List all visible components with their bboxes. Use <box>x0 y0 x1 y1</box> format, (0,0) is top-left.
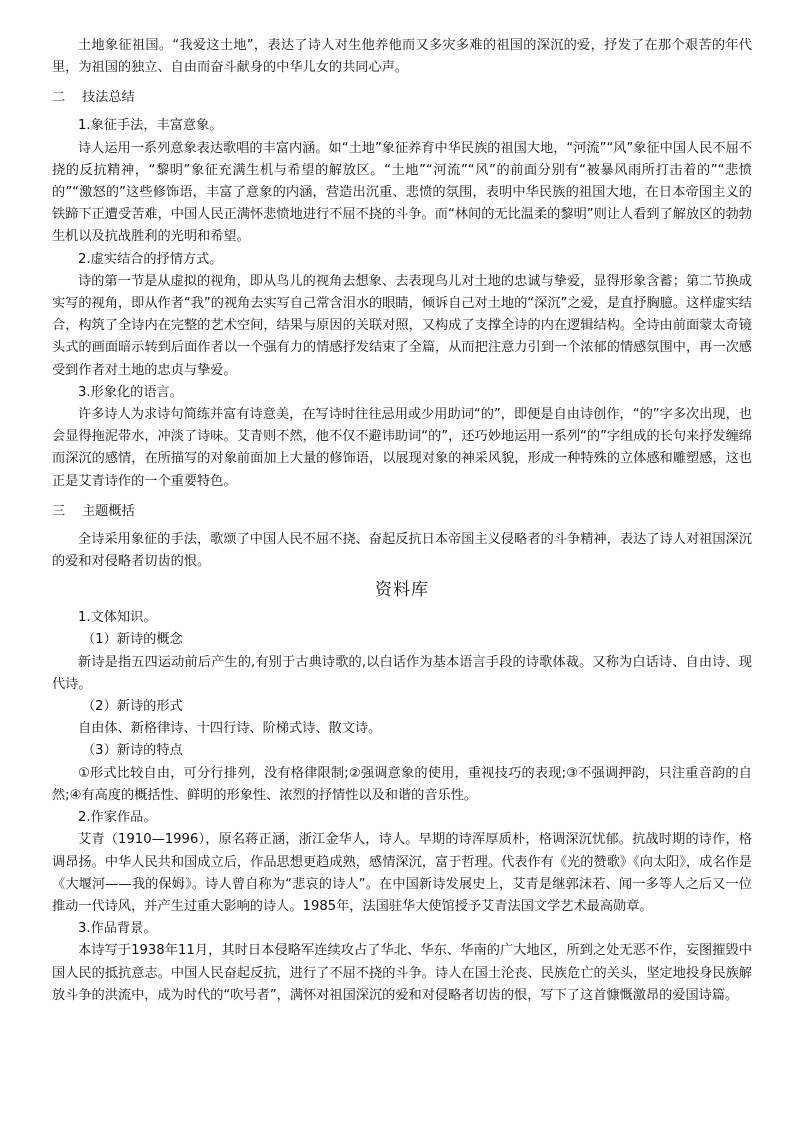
section-title: 主题概括 <box>82 503 135 519</box>
intro-paragraph: 土地象征祖国。“我爱这土地”，表达了诗人对生他养他而又多灾多难的祖国的深沉的爱，抒发了在那个艰苦的年代里，为祖国的独立、自由而奋斗献身的中华儿女的共同心声。 <box>52 38 752 76</box>
section-heading-theme <box>52 501 752 523</box>
library-item-2-body: 艾青（1910—1996），原名蒋正涵，浙江金华人，诗人。早期的诗浑厚质朴，格调深沉忧郁。抗战时期的诗作，格调昂扬。中华人民共和国成立后，作品思想更趋成熟，感情深沉，富于哲理。代表作有《光的赞歌》《向太阳》，成名作是《大堰河——我的保姆》。诗人曾自称为“悲哀的诗人”。在中国新诗发展史上，艾青是继郭沫若、闻一多等人之后又一位推动一代诗风，并产生过重大影响的诗人。1985年，法国驻华大使馆授予艾青法国文学艺术最高勋章。 <box>52 832 752 914</box>
library-item-3-body: 本诗写于1938年11月，其时日本侵略军连续攻占了华北、华东、华南的广大地区，所到之处无恶不作，妄图摧毁中国人民的抵抗意志。中国人民奋起反抗，进行了不屈不挠的斗争。诗人在国土沦丧、民族危亡的关头，坚定地投身民族解放斗争的洪流中，成为时代的“吹号者”，满怀对祖国深沉的爱和对侵略者切齿的恨，写下了这首慷慨激昂的爱国诗篇。 <box>52 943 752 1003</box>
technique-3-title: 3.形象化的语言。 <box>78 384 183 400</box>
section-heading-techniques <box>52 87 752 109</box>
document-page <box>52 35 752 1007</box>
technique-1-body: 诗人运用一系列意象表达歌唱的丰富内涵。如“土地”象征养育中华民族的祖国大地，“河流”“风”象征中国人民不屈不挠的反抗精神，“黎明”象征充满生机与希望的解放区。“土地”“河流”“风”的前面分别有“被暴风雨所打击着的”“悲愤的”“激怒的”这些修饰语，丰富了意象的内涵，营造出沉重、悲愤的氛围，表明中华民族的祖国大地，在日本帝国主义的铁蹄下正遭受苦难，中国人民正满怀悲愤地进行不屈不挠的斗争。而“林间的无比温柔的黎明”则让人看到了解放区的勃勃生机以及抗战胜利的光明和希望。 <box>52 140 752 245</box>
library-item-1-title: 1.文体知识。 <box>78 610 157 626</box>
library-sub-1-body: 新诗是指五四运动前后产生的,有别于古典诗歌的,以白话作为基本语言手段的诗歌体裁。又称为白话诗、自由诗、现代诗。 <box>52 654 752 692</box>
technique-2-title: 2.虚实结合的抒情方式。 <box>78 251 223 267</box>
library-sub-3-body: ①形式比较自由，可分行排列，没有格律限制;②强调意象的使用，重视技巧的表现;③不强调押韵，只注重音韵的自然;④有高度的概括性、鲜明的形象性、浓烈的抒情性以及和谐的音乐性。 <box>52 765 752 803</box>
library-sub-3-title: （3）新诗的特点 <box>82 743 183 759</box>
technique-2-body: 诗的第一节是从虚拟的视角，即从鸟儿的视角去想象、去表现鸟儿对土地的忠诚与挚爱，显得形象含蓄；第二节换成实写的视角，即从作者“我”的视角去实写自己常含泪水的眼睛，倾诉自己对土地的“深沉”之爱，是直抒胸臆。这样虚实结合，构筑了全诗内在完整的艺术空间，结果与原因的关联对照，又构成了支撑全诗的内在逻辑结构。全诗由前面蒙太奇镜头式的画面暗示转到后面作者以一个强有力的情感抒发结束了全篇，从而把注意力引到一个浓郁的情感氛围中，再一次感受到作者对土地的忠贞与挚爱。 <box>52 273 752 378</box>
section-number: 三 <box>52 503 66 519</box>
theme-body: 全诗采用象征的手法，歌颂了中国人民不屈不挠、奋起反抗日本帝国主义侵略者的斗争精神，表达了诗人对祖国深沉的爱和对侵略者切齿的恨。 <box>52 531 752 570</box>
section-number: 二 <box>52 90 66 106</box>
technique-1-title: 1.象征手法，丰富意象。 <box>78 118 223 134</box>
library-sub-1-title: （1）新诗的概念 <box>82 632 183 648</box>
library-sub-2-title: （2）新诗的形式 <box>82 699 183 715</box>
technique-3-body: 许多诗人为求诗句简练并富有诗意美，在写诗时往往忌用或少用助词“的”，即便是自由诗创作，“的”字多次出现，也会显得拖泥带水，冲淡了诗味。艾青则不然，他不仅不避讳助词“的”，还巧妙地运用一系列“的”字组成的长句来抒发缠绵而深沉的感情，在所描写的对象前面加上大量的修饰语，以展现对象的神采风貌，形成一种特殊的立体感和雕塑感，这也正是艾青诗作的一个重要特色。 <box>52 407 752 489</box>
library-sub-2-body: 自由体、新格律诗、十四行诗、阶梯式诗、散文诗。 <box>78 721 382 737</box>
library-item-2-title: 2.作家作品。 <box>78 810 157 826</box>
library-item-3-title: 3.作品背景。 <box>78 921 157 937</box>
section-title: 技法总结 <box>82 90 135 106</box>
library-title: 资料库 <box>375 580 429 601</box>
